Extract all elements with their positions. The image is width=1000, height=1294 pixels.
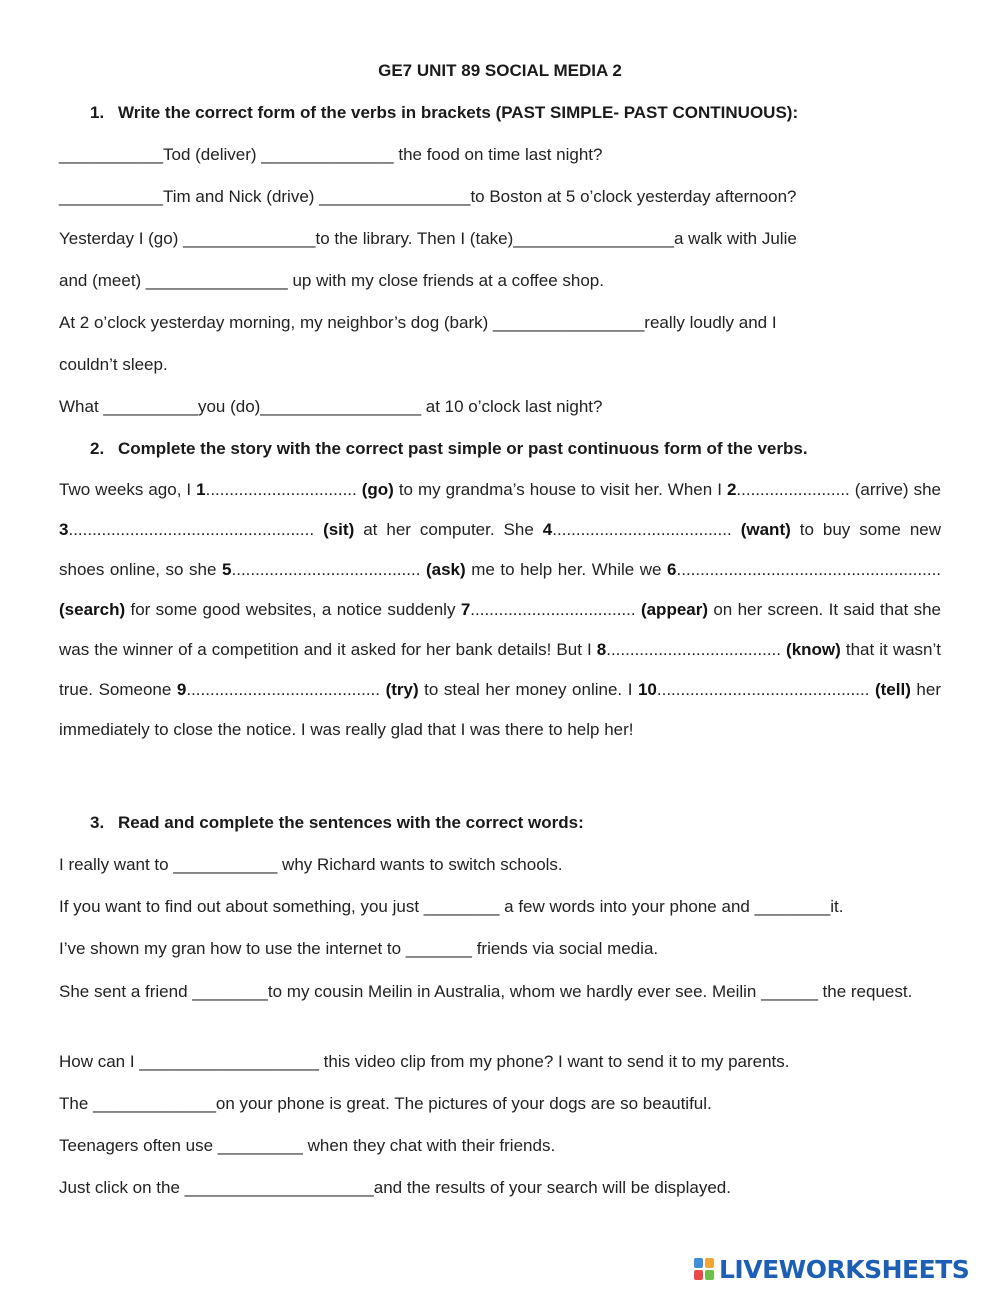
story-text-segment: ......................................... (186, 680, 386, 699)
section-3-number: 3. (90, 813, 105, 832)
exercise-1-line-6: couldn’t sleep. (59, 355, 168, 374)
story-text-segment: ..................................... (606, 640, 787, 659)
exercise-3-line-1: I really want to ___________ why Richard wants to switch schools. (59, 855, 563, 874)
story-bold-segment: (want) (740, 520, 791, 539)
exercise-3-line-5: How can I ___________________ this video clip from my phone? I want to send it to my parents. (59, 1052, 790, 1071)
story-text-segment: to buy some new shoes online, so she (59, 520, 942, 579)
exercise-1-line-1: ___________Tod (deliver) ______________ the food on time last night? (59, 145, 603, 164)
exercise-3-line-8: Just click on the ____________________and the results of your search will be displayed. (59, 1178, 731, 1197)
liveworksheets-logo-icon (693, 1257, 715, 1281)
section-2-heading (90, 439, 950, 459)
section-2-heading-text: Complete the story with the correct past simple or past continuous form of the verbs. (118, 439, 808, 458)
story-bold-segment: (know) (786, 640, 841, 659)
section-3-heading (90, 813, 950, 833)
exercise-3-line-7: Teenagers often use _________ when they chat with their friends. (59, 1136, 556, 1155)
section-1-heading (90, 103, 950, 123)
story-bold-segment: (ask) (425, 560, 466, 579)
exercise-3-line-3: I’ve shown my gran how to use the internet to _______ friends via social media. (59, 939, 659, 958)
section-1-number: 1. (90, 103, 105, 122)
exercise-3-line-4: She sent a friend ________to my cousin Meilin in Australia, whom we hardly ever see. Meilin ______ the request. (59, 982, 913, 1001)
story-paragraph (59, 470, 941, 750)
story-text-segment: ............................................. (656, 680, 875, 699)
story-text-segment: ........................................ (231, 560, 426, 579)
story-bold-segment: 10 (637, 680, 657, 699)
story-bold-segment: (try) (385, 680, 419, 699)
section-3-heading-text: Read and complete the sentences with the correct words: (118, 813, 584, 832)
story-bold-segment: 1 (196, 480, 206, 499)
story-bold-segment: (search) (59, 600, 126, 619)
story-bold-segment: 4 (542, 520, 553, 539)
story-text-segment: ................................ (205, 480, 362, 499)
story-bold-segment: 3 (59, 520, 69, 539)
story-text-segment: ................................... (470, 600, 641, 619)
story-text-segment: to my grandma’s house to visit her. When I (393, 480, 727, 499)
story-text-segment: Two weeks ago, I (59, 480, 197, 499)
story-text-segment: for some good websites, a notice suddenly (125, 600, 461, 619)
section-1-heading-text: Write the correct form of the verbs in brackets (PAST SIMPLE- PAST CONTINUOUS): (118, 103, 799, 122)
story-bold-segment: (sit) (323, 520, 355, 539)
exercise-1-line-5: At 2 o’clock yesterday morning, my neighbor’s dog (bark) ________________really loudly and I (59, 313, 777, 332)
story-text-segment: ...................................... (552, 520, 741, 539)
story-text-segment: to steal her money online. I (418, 680, 638, 699)
story-bold-segment: (appear) (640, 600, 709, 619)
story-bold-segment: (go) (361, 480, 394, 499)
story-text-segment: ........................................................ (676, 560, 942, 579)
exercise-1-line-3: Yesterday I (go) ______________to the library. Then I (take)_________________a walk with Julie (59, 229, 797, 248)
story-text-segment: at her computer. She (354, 520, 543, 539)
exercise-3-line-2: If you want to find out about something, you just ________ a few words into your phone and ________it. (59, 897, 844, 916)
story-bold-segment: 2 (726, 480, 737, 499)
story-bold-segment: (tell) (874, 680, 911, 699)
section-2-number: 2. (90, 439, 105, 458)
story-bold-segment: 9 (176, 680, 187, 699)
worksheet-title: GE7 UNIT 89 SOCIAL MEDIA 2 (378, 61, 622, 80)
exercise-3-line-6: The _____________on your phone is great. The pictures of your dogs are so beautiful. (59, 1094, 712, 1113)
story-bold-segment: 7 (460, 600, 471, 619)
story-text-segment: on her screen. It said that she was the winner of a competition and it asked for her bank details! But I (59, 600, 942, 659)
story-text-segment: .................................................... (68, 520, 324, 539)
story-text-segment: me to help her. While we (465, 560, 668, 579)
story-bold-segment: 6 (667, 560, 677, 579)
liveworksheets-logo[interactable] (693, 1254, 969, 1284)
story-text-segment: ........................ (arrive) she (736, 480, 941, 499)
story-bold-segment: 5 (222, 560, 232, 579)
story-text-segment: that it wasn’t true. Someone (59, 640, 941, 699)
exercise-1-line-2: ___________Tim and Nick (drive) ________________to Boston at 5 o’clock yesterday afternoon? (59, 187, 797, 206)
liveworksheets-logo-text: LIVEWORKSHEETS (719, 1254, 970, 1284)
story-bold-segment: 8 (596, 640, 607, 659)
exercise-1-line-7: What __________you (do)_________________ at 10 o’clock last night? (59, 397, 603, 416)
story-text-segment: her immediately to close the notice. I was really glad that I was there to help her! (59, 680, 941, 739)
exercise-1-line-4: and (meet) _______________ up with my close friends at a coffee shop. (59, 271, 604, 290)
